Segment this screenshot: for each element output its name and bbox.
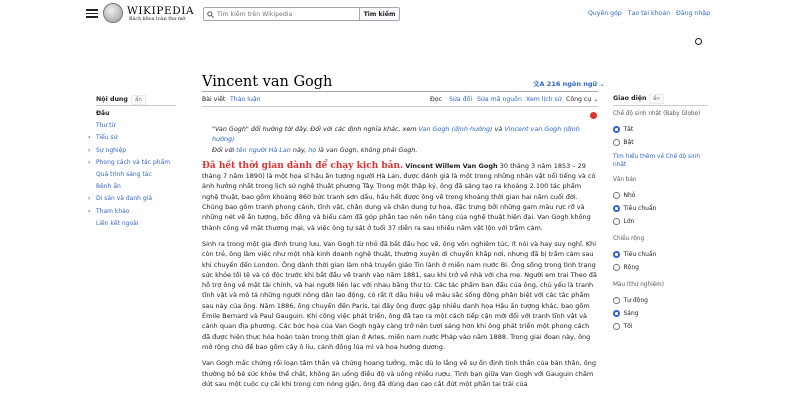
personal-tools [588,10,710,17]
hatnote-text: này, [290,145,309,154]
toc-item[interactable] [88,134,170,146]
toc-item-label: Sự nghiệp [96,146,127,154]
radio-icon [613,218,620,225]
text-standard-radio[interactable] [613,205,656,212]
toc-item-label: Phong cách và tác phẩm [96,158,171,166]
search-button[interactable]: Tìm kiếm [360,7,400,21]
chevron-right-icon[interactable]: › [88,158,91,166]
hatnote-text: và [492,125,505,133]
toc-item[interactable] [88,147,170,159]
hatnote-link[interactable]: Vincent van Gogh (định hướng) [212,125,580,144]
main-menu-button[interactable] [86,7,98,19]
tab-history[interactable]: Xem lịch sử [526,96,562,103]
radio-selected-icon [613,205,620,212]
toc-item[interactable] [88,159,170,171]
hatnote-link[interactable]: tên người Hà Lan [236,145,291,154]
text-large-radio[interactable] [613,218,634,225]
hatnote-text: Đối với [212,145,237,154]
radio-label: Sáng [623,310,639,317]
table-of-contents [88,110,170,232]
radio-label: Tiêu chuẩn [623,251,657,258]
radio-label: Lớn [623,218,635,225]
baby-globe-learn-more-link[interactable]: Tìm hiểu thêm về Chế độ sinh nhật [613,154,701,168]
tab-talk[interactable]: Thảo luận [230,96,261,103]
toc-item[interactable] [88,208,170,220]
chevron-right-icon[interactable]: › [88,134,91,142]
hatnote-text: là van Gogh, không phải Gogh. [316,145,418,154]
radio-selected-icon [613,251,620,258]
subject-name: Vincent Willem Van Gogh [405,161,498,170]
article-body [202,124,598,395]
tab-edit[interactable]: Sửa đổi [449,96,473,103]
radio-icon [613,139,620,146]
wikipedia-globe-logo[interactable] [103,3,123,23]
toc-item[interactable] [88,122,170,134]
baby-off-radio[interactable] [613,126,633,133]
tab-read[interactable]: Đọc [430,96,442,107]
toc-item-label: Thư từ [96,122,116,130]
hatnote-link[interactable]: họ [308,145,317,154]
toc-item[interactable] [88,220,170,232]
toc-heading: Nội dung [96,96,128,103]
appearance-hide-button[interactable]: ẩn [649,94,664,104]
wikipedia-wordmark[interactable]: WIKIPEDIA [127,5,195,17]
toc-hide-button[interactable]: ẩn [131,95,146,105]
radio-label: Bật [623,139,634,146]
toc-item-label: Di sản và danh giá [96,195,152,203]
translate-icon: 文A [533,80,545,88]
color-auto-radio[interactable] [613,297,648,304]
width-label: Chiều rộng [613,236,645,242]
radio-label: Tối [623,323,633,330]
tools-menu[interactable] [566,96,598,103]
toc-item[interactable] [88,183,170,195]
width-wide-radio[interactable] [613,264,639,271]
toc-item-label: Bệnh ẩn [96,183,121,191]
paragraph-text: 30 tháng 3 năm 1853 – 29 tháng 7 năm 1890) là một họa sĩ hậu ấn tượng người Hà Lan, được đánh giá là một trong những nhân vật nổi tiếng và có ảnh hưởng nhất trong lịch sử nghệ thuật phương Tây. Trong một thập kỷ, ông đã sáng tạo ra khoảng 2.100 tác phẩm nghệ thuật, bao gồm khoảng 860 bức tranh sơn dầu, hầu hết được ông vẽ trong khoảng thời gian hai năm cuối đời. Chúng bao gồm tranh phong cảnh, tĩnh vật, chân dung và chân dung tự họa, đặc trưng bởi những gam màu rực rỡ và những nét vẽ ấn tượng, bốc đồng và biểu cảm đã góp phần tạo nên nền tảng của nghệ thuật hiện đại. Van Gogh không thành công về mặt thương mại, và việc ông tự sát ở tuổi 37 diễn ra sau nhiều năm vật lộn với trầm cảm. [202,161,596,232]
toc-item-label: Quá trình sáng tác [96,170,152,178]
text-size-label: Văn bản [613,177,637,183]
login-link[interactable]: Đăng nhập [676,10,710,17]
radio-selected-icon [613,126,620,133]
color-light-radio[interactable] [613,310,639,317]
width-standard-radio[interactable] [613,251,656,258]
radio-label: Tự động [623,297,648,304]
radio-icon [613,264,620,271]
toc-item-label: Tiểu sử [96,134,118,142]
radio-label: Tiêu chuẩn [623,205,657,212]
toc-item-label: Liên kết ngoài [96,219,139,227]
toc-item-label: Tham khảo [96,207,130,215]
radio-icon [613,297,620,304]
search-box[interactable] [203,7,360,21]
radio-label: Rộng [623,264,639,271]
text-small-radio[interactable] [613,192,635,199]
donate-link[interactable]: Quyên góp [588,10,622,17]
script-error-message: Đã hết thời gian dành để chạy kịch bản. [202,160,404,171]
toc-item-label: Đầu [96,110,110,117]
settings-gear-icon[interactable] [695,38,702,45]
tools-label: Công cụ [566,96,592,103]
language-button[interactable] [533,79,605,88]
toc-item[interactable] [88,110,170,122]
create-account-link[interactable]: Tạo tài khoản [627,10,671,17]
baby-globe-label: Chế độ sinh nhật (Baby Globe) [613,111,701,117]
radio-icon [613,192,620,199]
chevron-right-icon[interactable]: › [88,207,91,215]
paragraph-text: Sinh ra trong một gia đình trung lưu, Van Gogh từ nhỏ đã bắt đầu học vẽ, ông vốn nghiêm túc, ít nói và hay suy nghĩ. Khi còn trẻ, ông làm việc như một nhà kinh doanh nghệ thuật, thường xuyên di chuyển khắp nơi, nhưng đã bị trầm cảm sau khi chuyển đến London. Ông dành thời gian làm nhà truyền giáo Tin lành ở miền nam nước Bỉ. Ông sống trong tình trạng sức khỏe tồi tệ và cô độc trước khi bắt đầu vẽ tranh vào năm 1881, sau khi trở về nhà với cha mẹ. Người em trai Theo đã hỗ trợ ông về mặt tài chính, và hai người liên lạc với nhau bằng thư từ. Các tác phẩm ban đầu của ông, chủ yếu là tranh tĩnh vật và mô tả những người nông dân lao động, có rất ít dấu hiệu về màu sắc sống động phân biệt với các tác phẩm sau này của ông. Năm 1886, ông chuyển đến Paris, tại đây ông được gặp nhiều danh họa Hậu ấn tượng khác, bao gồm Émile Bernard và Paul Gauguin. Khi công việc phát triển, ông đã tạo ra một cách tiếp cận mới đối với tranh tĩnh vật và cảnh quan địa phương. Các bức họa của Van Gogh ngày càng trở nên tươi sáng hơn khi ông phát triển một phong cách đã được hiện thực hóa hoàn toàn trong thời gian ở Arles, miền nam nước Pháp vào năm 1888. Trong giai đoạn này, ông mở rộng chủ đề bao gồm cây ô liu, cánh đồng lúa mì và hoa hướng dương. [202,239,597,351]
hatnote-link[interactable]: Van Gogh (định hướng) [418,125,493,133]
paragraph-text: Van Gogh mắc chứng rối loạn tâm thần và chứng hoang tưởng, mặc dù lo lắng về sự ổn định tinh thần của bản thân, ông thường bỏ bê sức khỏe thể chất, không ăn uống điều độ và uống nhiều rượu. Tình bạn giữa Van Gogh với Gauguin chấm dứt sau một cuộc cự cãi khi trong cơn nóng giận, ông đã dùng dao cạo cắt đứt một phần tai trái của [202,359,596,388]
radio-icon [613,323,620,330]
appearance-heading: Giao diện [613,95,647,102]
search-input[interactable] [217,11,357,18]
site-header [0,0,800,28]
toc-item[interactable] [88,195,170,207]
radio-selected-icon [613,310,620,317]
page-title: Vincent van Gogh [202,74,333,90]
wikipedia-tagline: Bách khoa toàn thư mở [129,17,186,22]
appearance-divider [613,105,708,106]
chevron-down-icon: ⌄ [599,80,605,88]
radio-label: Nhỏ [623,192,636,199]
title-divider [202,91,598,92]
paragraph [202,358,598,389]
toc-item[interactable] [88,171,170,183]
alert-icon[interactable] [590,112,597,119]
search-icon [207,11,214,18]
language-count: 216 ngôn ngữ [546,80,598,88]
hatnote-text: "Van Gogh" đổi hướng tới đây. Đối với các định nghĩa khác, xem [212,125,419,133]
lead-paragraph [202,161,598,233]
tabs-divider [202,106,598,107]
chevron-right-icon[interactable]: › [88,146,91,154]
color-dark-radio[interactable] [613,323,633,330]
color-label: Màu (thử nghiệm) [613,282,664,288]
radio-label: Tắt [623,126,634,133]
paragraph [202,239,598,352]
chevron-right-icon[interactable]: › [88,195,91,203]
tab-edit-source[interactable]: Sửa mã nguồn [477,96,522,103]
tab-article[interactable]: Bài viết [202,96,225,107]
baby-on-radio[interactable] [613,139,634,146]
chevron-down-icon: ⌄ [593,96,599,103]
hatnote [202,124,598,155]
toc-divider [96,105,176,106]
